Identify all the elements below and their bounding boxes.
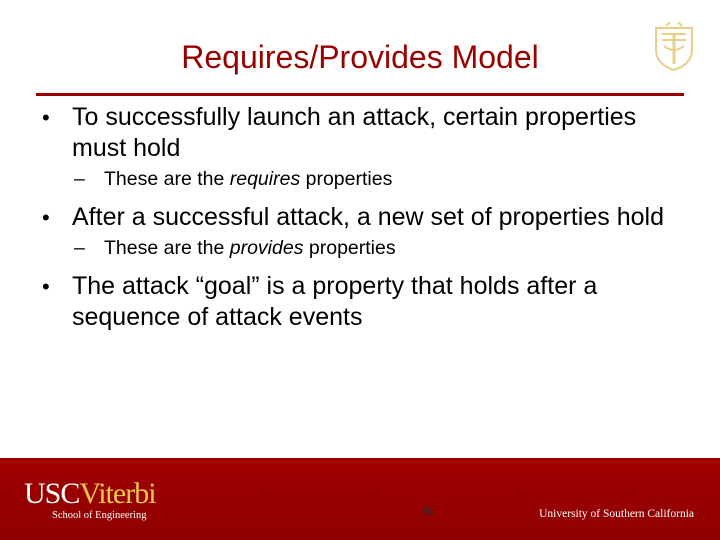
bullet-2 bbox=[30, 202, 690, 233]
page-number: 60 bbox=[423, 504, 437, 518]
bullet-text: To successfully launch an attack, certain properties must hold bbox=[72, 103, 637, 162]
sub-prefix: These are the bbox=[104, 168, 230, 190]
usc-viterbi-logo bbox=[24, 478, 156, 510]
logo-viterbi-text: Viterbi bbox=[79, 477, 156, 510]
sub-prefix: These are the bbox=[104, 237, 230, 259]
sub-suffix: properties bbox=[303, 237, 396, 259]
bullet-text: After a successful attack, a new set of properties hold bbox=[72, 203, 664, 231]
slide-body bbox=[30, 102, 690, 333]
sub-emphasis: requires bbox=[229, 168, 301, 190]
usc-seal-icon bbox=[652, 22, 696, 72]
bullet-3 bbox=[30, 271, 690, 333]
sub-bullet-glyph: – bbox=[74, 168, 85, 190]
slide-title: Requires/Provides Model bbox=[181, 39, 539, 75]
logo-usc-text: USC bbox=[24, 477, 80, 510]
university-name: University of Southern California bbox=[539, 508, 694, 520]
sub-bullet-glyph: – bbox=[74, 237, 85, 259]
bullet-glyph: • bbox=[42, 274, 50, 299]
sub-emphasis: provides bbox=[229, 237, 304, 259]
footer-bar bbox=[0, 458, 720, 540]
sub-bullet-1 bbox=[30, 166, 690, 192]
logo-subtitle: School of Engineering bbox=[52, 510, 147, 521]
title-rule bbox=[36, 93, 684, 96]
bullet-1 bbox=[30, 102, 690, 164]
sub-bullet-2 bbox=[30, 235, 690, 261]
bullet-text: The attack “goal” is a property that holds after a sequence of attack events bbox=[72, 272, 598, 331]
sub-suffix: properties bbox=[300, 168, 393, 190]
bullet-glyph: • bbox=[42, 205, 50, 230]
bullet-glyph: • bbox=[42, 105, 50, 130]
